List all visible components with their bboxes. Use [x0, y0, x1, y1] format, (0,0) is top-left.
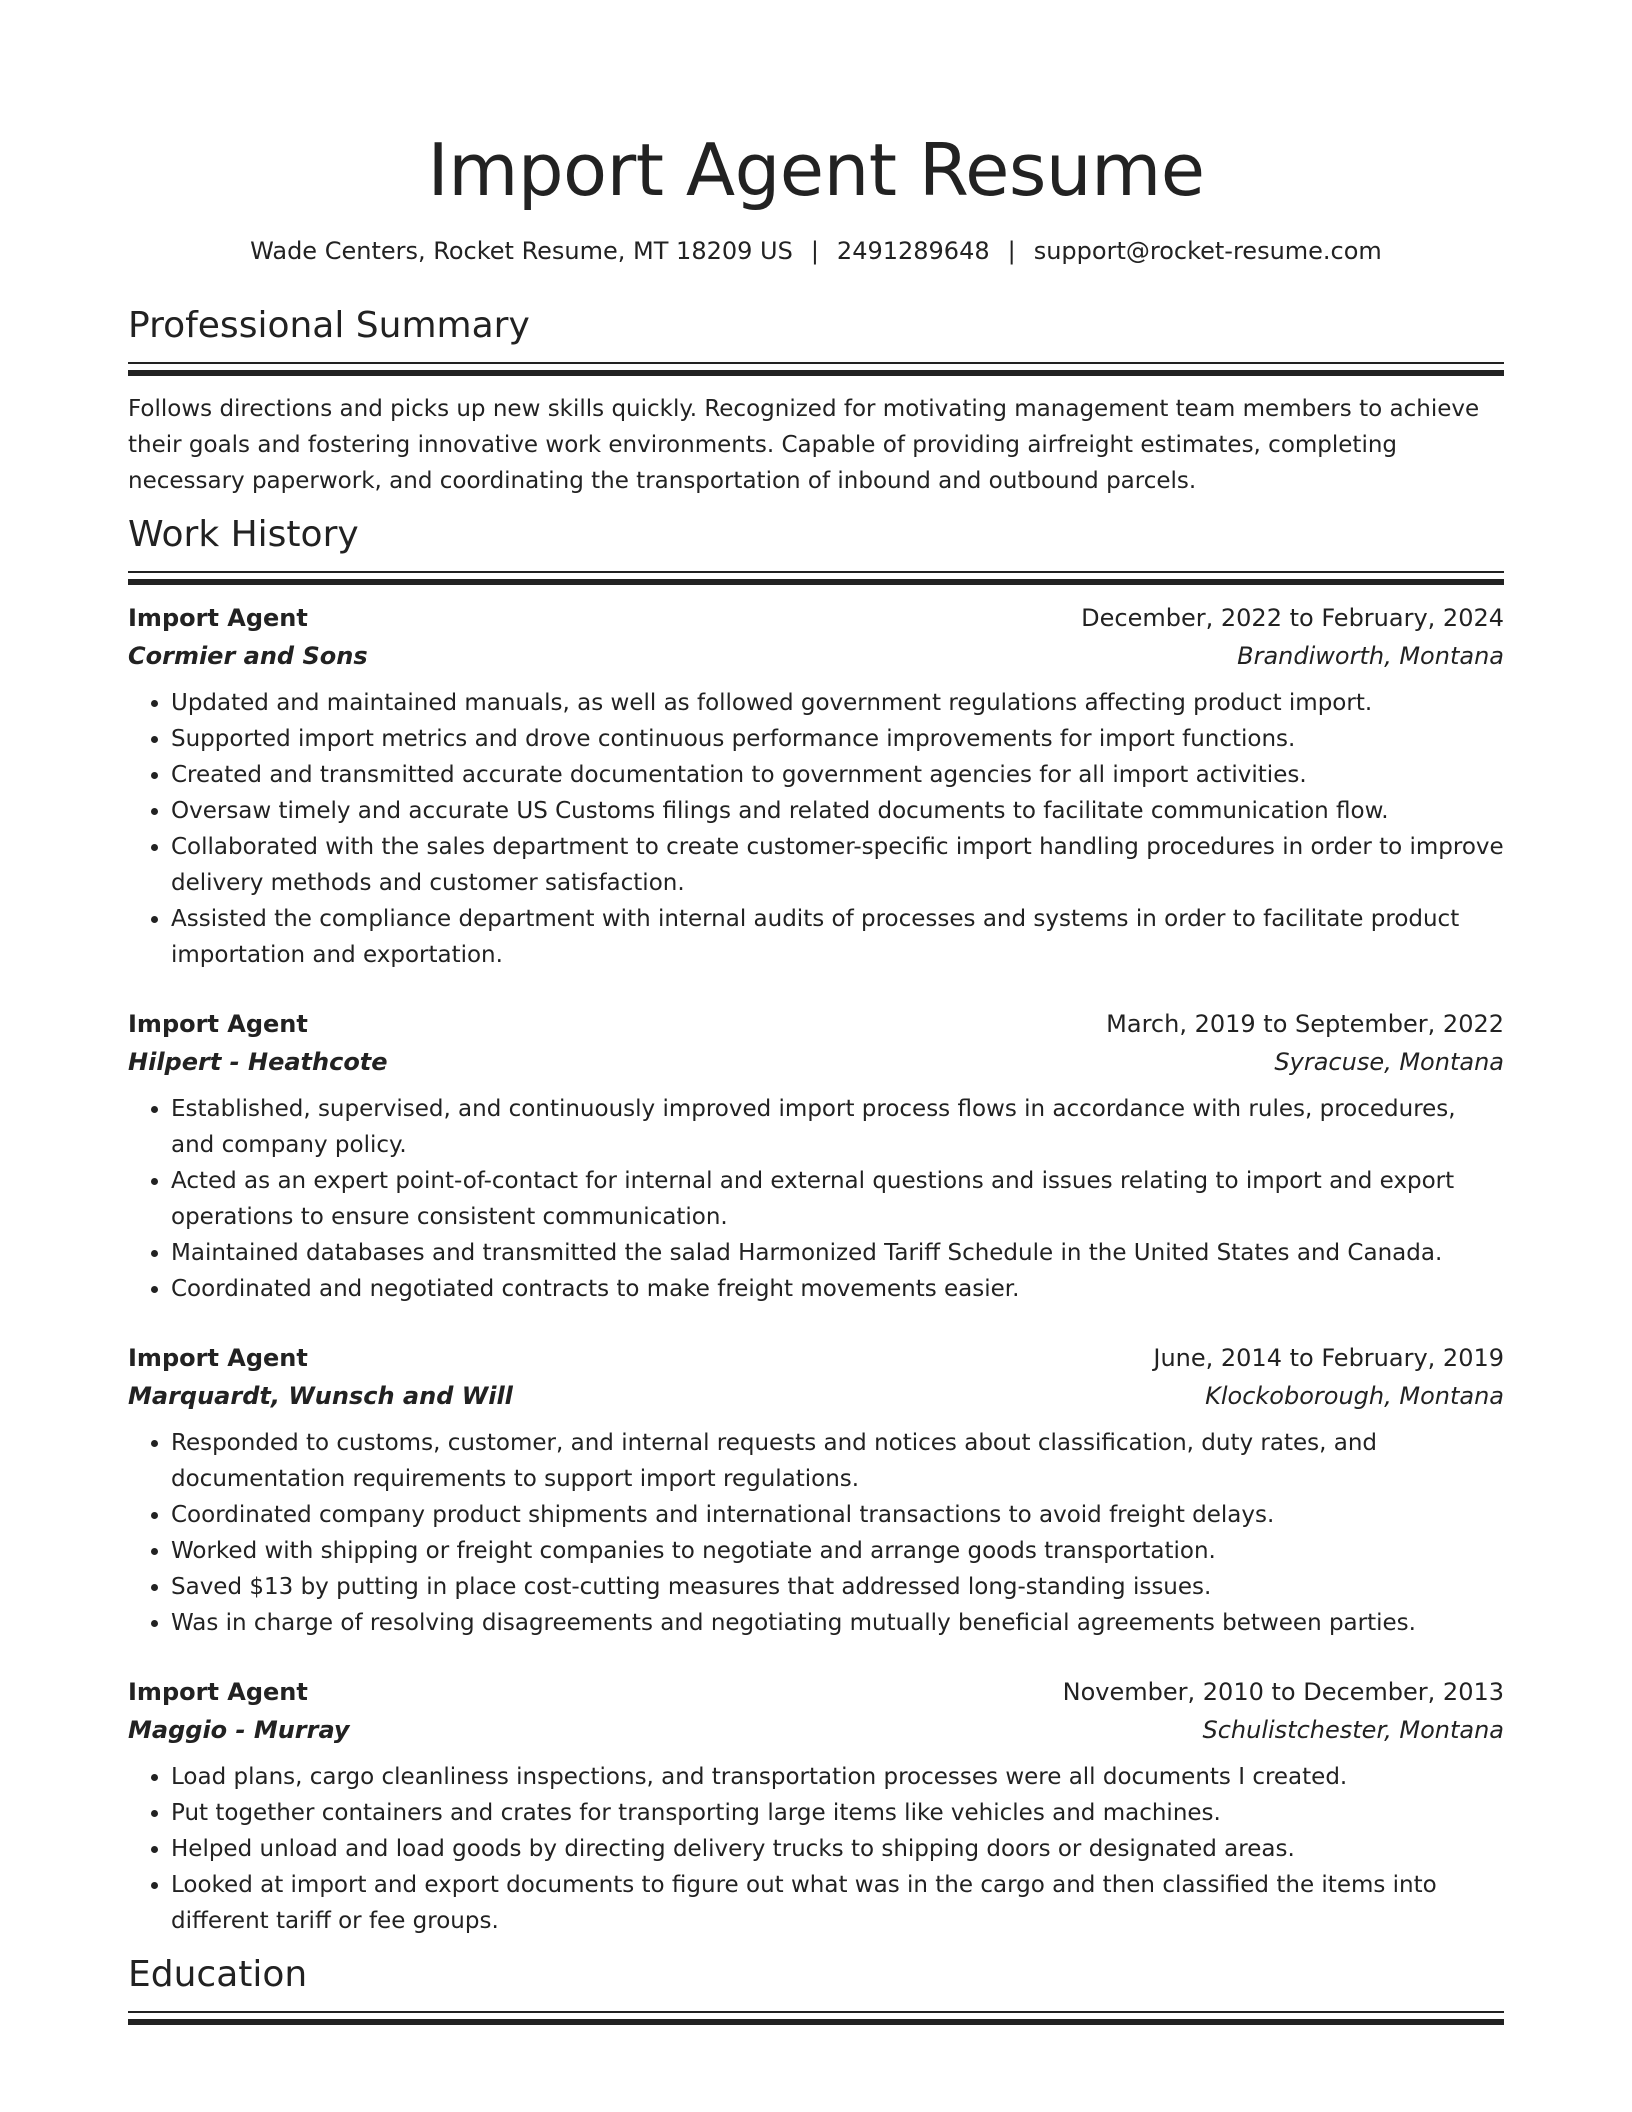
section-title-work-history: Work History	[128, 514, 359, 555]
job-duty: • Was in charge of resolving disagreements and negotiating mutually beneficial agreements between parties.	[171, 1605, 1504, 1641]
job-subheader	[128, 637, 1504, 675]
job-entry	[128, 1339, 1504, 1641]
job-duty: • Looked at import and export documents to figure out what was in the cargo and then classified the items into different tariff or fee groups.	[171, 1867, 1504, 1939]
job-title: Import Agent	[128, 604, 308, 632]
job-header	[128, 1005, 1504, 1043]
job-company: Marquardt, Wunsch and Will	[128, 1382, 513, 1410]
job-duties-list	[128, 1759, 1504, 1939]
job-entry	[128, 1005, 1504, 1307]
job-duty: • Put together containers and crates for transporting large items like vehicles and machines.	[171, 1795, 1504, 1831]
job-duty: • Helped unload and load goods by directing delivery trucks to shipping doors or designated areas.	[171, 1831, 1504, 1867]
work-history-section	[128, 511, 1504, 1939]
job-duty: • Collaborated with the sales department to create customer-specific import handling procedures in order to improve delivery methods and customer satisfaction.	[171, 829, 1504, 901]
section-divider	[128, 362, 1504, 376]
job-title: Import Agent	[128, 1010, 308, 1038]
job-title: Import Agent	[128, 1344, 308, 1372]
section-divider	[128, 2011, 1504, 2025]
job-duty: • Created and transmitted accurate documentation to government agencies for all import activities.	[171, 757, 1504, 793]
job-duty: • Coordinated company product shipments and international transactions to avoid freight delays.	[171, 1497, 1504, 1533]
contact-address: Wade Centers, Rocket Resume, MT 18209 US	[250, 237, 793, 265]
job-location: Klockoborough, Montana	[1205, 1382, 1504, 1410]
education-section	[128, 1951, 1504, 2025]
contact-phone: 2491289648	[836, 237, 990, 265]
section-title-summary: Professional Summary	[128, 305, 530, 346]
resume-page	[128, 0, 1504, 2025]
job-duty: • Responded to customs, customer, and internal requests and notices about classification, duty rates, and documentation requirements to support import regulations.	[171, 1425, 1504, 1497]
job-duty: • Worked with shipping or freight companies to negotiate and arrange goods transportation.	[171, 1533, 1504, 1569]
job-duties-list	[128, 685, 1504, 973]
job-dates: June, 2014 to February, 2019	[1153, 1344, 1504, 1372]
job-duty: • Established, supervised, and continuously improved import process flows in accordance with rules, procedures, and company policy.	[171, 1091, 1504, 1163]
section-divider	[128, 571, 1504, 585]
job-duty: • Oversaw timely and accurate US Customs filings and related documents to facilitate communication flow.	[171, 793, 1504, 829]
job-header	[128, 1339, 1504, 1377]
contact-separator: |	[1007, 237, 1016, 265]
job-header	[128, 1673, 1504, 1711]
job-subheader	[128, 1377, 1504, 1415]
job-duty: • Saved $13 by putting in place cost-cutting measures that addressed long-standing issues.	[171, 1569, 1504, 1605]
job-header	[128, 599, 1504, 637]
job-company: Cormier and Sons	[128, 642, 368, 670]
job-subheader	[128, 1711, 1504, 1749]
job-company: Hilpert - Heathcote	[128, 1048, 388, 1076]
section-title-education: Education	[128, 1954, 308, 1995]
job-location: Schulistchester, Montana	[1202, 1716, 1504, 1744]
page-title: Import Agent Resume	[427, 128, 1205, 212]
summary-text: Follows directions and picks up new skills quickly. Recognized for motivating management team members to achieve their goals and fostering innovative work environments. Capable of providing airfreight estimates, completing necessary paperwork, and coordinating the transportation of inbound and outbound parcels.	[128, 396, 1480, 494]
job-entry	[128, 1673, 1504, 1939]
contact-email: support@rocket-resume.com	[1033, 237, 1382, 265]
job-duty: • Supported import metrics and drove continuous performance improvements for import functions.	[171, 721, 1504, 757]
job-duty: • Maintained databases and transmitted the salad Harmonized Tariff Schedule in the United States and Canada.	[171, 1235, 1504, 1271]
job-location: Brandiworth, Montana	[1237, 642, 1504, 670]
job-duty: • Load plans, cargo cleanliness inspections, and transportation processes were all documents I created.	[171, 1759, 1504, 1795]
job-dates: March, 2019 to September, 2022	[1106, 1010, 1504, 1038]
job-duty: • Coordinated and negotiated contracts to make freight movements easier.	[171, 1271, 1504, 1307]
job-duties-list	[128, 1425, 1504, 1641]
job-dates: December, 2022 to February, 2024	[1081, 604, 1504, 632]
job-company: Maggio - Murray	[128, 1716, 350, 1744]
job-duty: • Acted as an expert point-of-contact for internal and external questions and issues relating to import and export operations to ensure consistent communication.	[171, 1163, 1504, 1235]
job-duty: • Updated and maintained manuals, as well as followed government regulations affecting product import.	[171, 685, 1504, 721]
job-dates: November, 2010 to December, 2013	[1062, 1678, 1504, 1706]
contact-separator: |	[810, 237, 819, 265]
job-location: Syracuse, Montana	[1274, 1048, 1504, 1076]
job-title: Import Agent	[128, 1678, 308, 1706]
professional-summary-section	[128, 302, 1504, 499]
job-entry	[128, 599, 1504, 973]
job-duties-list	[128, 1091, 1504, 1307]
job-duty: • Assisted the compliance department with internal audits of processes and systems in order to facilitate product importation and exportation.	[171, 901, 1504, 973]
job-subheader	[128, 1043, 1504, 1081]
contact-line	[128, 236, 1504, 266]
